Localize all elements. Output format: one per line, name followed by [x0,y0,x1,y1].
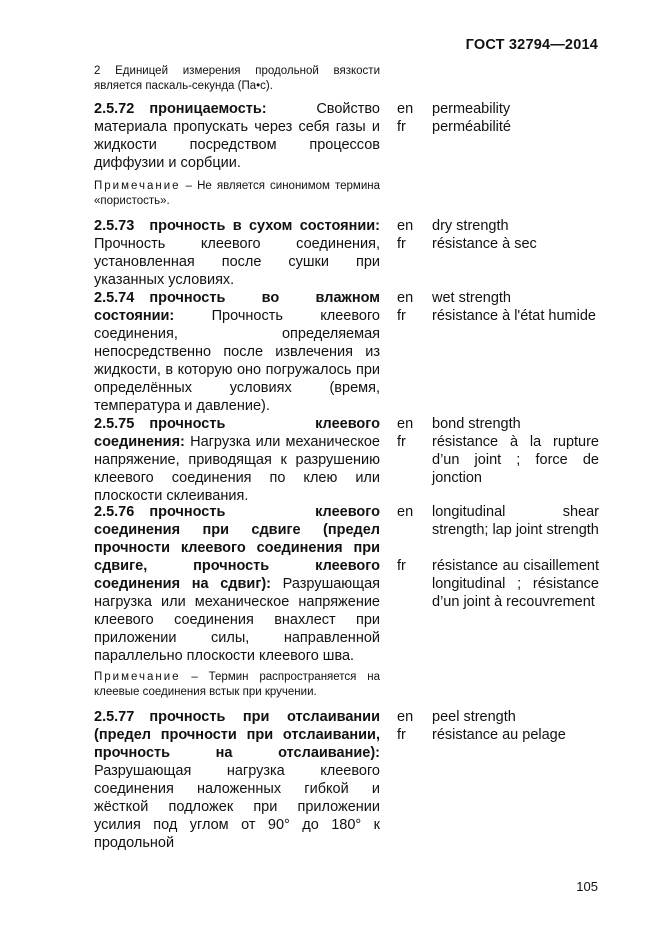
note-label: Примечание [94,180,181,192]
lang-en-code: en [397,290,414,306]
note-text: – Термин распространяется на клеевые соединения встык при кручении. [94,671,380,698]
translation-fr: résistance au cisaillement longitudinal ; résistance d’un joint à recouvrement [432,558,599,610]
note [94,179,380,208]
translation-en: dry strength [432,218,509,234]
translation-fr: perméabilité [432,119,511,135]
term-name: прочность в сухом состоянии: [149,218,380,234]
translation-en: bond strength [432,416,521,432]
term-number: 2.5.72 [94,101,135,117]
lang-en-code: en [397,709,414,725]
lang-en-code: en [397,101,414,117]
term-definition: Прочность клеевого соединения, установленная после сушки при указанных условиях. [94,236,380,288]
page-number: 105 [576,879,598,894]
term-definition: Свойство материала пропускать через себя газы и жидкости посредством процессов диффузии и сорбции. [94,101,380,171]
term-name: проницаемость: [149,101,267,117]
term-entry-2-5-74 [94,289,380,415]
term-name: прочность при отслаивании (предел прочности при отслаивании, прочность на отслаивание): [94,709,380,761]
term-entry-2-5-72 [94,100,380,172]
term-definition: Разрушающая нагрузка или механическое напряжение клеевого соединения внахлест при приложении силы, направленной параллельно плоскости клеевого шва. [94,576,380,664]
lang-en-code: en [397,416,414,432]
note-label: Примечание [94,671,181,683]
term-entry-2-5-75 [94,415,380,505]
lang-fr-code: fr [397,119,406,135]
translation-fr: résistance à la rupture d’un joint ; force de jonction [432,434,599,486]
translation-fr: résistance à l'état humide [432,308,596,324]
term-number: 2.5.73 [94,218,135,234]
term-number: 2.5.76 [94,504,135,520]
term-entry-2-5-77 [94,708,380,852]
translation-fr: résistance à sec [432,236,537,252]
term-entry-2-5-76 [94,503,380,665]
lang-fr-code: fr [397,434,406,450]
term-definition: Прочность клеевого соединения, определяемая непосредственно после извлечения из жидкости, в которую оно погружалось при определённых условиях (время, температура и давление). [94,308,380,414]
translation-en: peel strength [432,709,516,725]
term-definition: Нагрузка или механическое напряжение, приводящая к разрушению клеевого соединения по клею или плоскости склеивания. [94,434,380,504]
term-name: прочность клеевого соединения при сдвиге (предел прочности клеевого соединения при сдвиге, прочность клеевого соединения на сдвиг): [94,504,380,592]
lang-fr-code: fr [397,236,406,252]
term-name: прочность во влажном состоянии: [94,290,380,324]
translation-fr: résistance au pelage [432,727,566,743]
term-number: 2.5.74 [94,290,135,306]
term-number: 2.5.77 [94,709,135,725]
note-text: – Не является синонимом термина «пористость». [94,180,380,207]
lang-en-code: en [397,504,414,520]
translation-en: longitudinal shear strength; lap joint strength [432,504,599,538]
translation-en: permeability [432,101,511,117]
note [94,670,380,699]
translation-en: wet strength [432,290,511,306]
lang-fr-code: fr [397,558,406,574]
document-header: ГОСТ 32794—2014 [465,37,598,53]
term-name: прочность клеевого соединения: [94,416,380,450]
lang-fr-code: fr [397,727,406,743]
term-number: 2.5.75 [94,416,135,432]
term-definition: Разрушающая нагрузка клеевого соединения наложенных гибкой и жёсткой подложек при приложении усилия под углом от 90° до 180° к продольной [94,763,380,851]
term-entry-2-5-73 [94,217,380,289]
intro-note: 2 Единицей измерения продольной вязкости является паскаль-секунда (Па•с). [94,65,380,92]
lang-fr-code: fr [397,308,406,324]
lang-en-code: en [397,218,414,234]
